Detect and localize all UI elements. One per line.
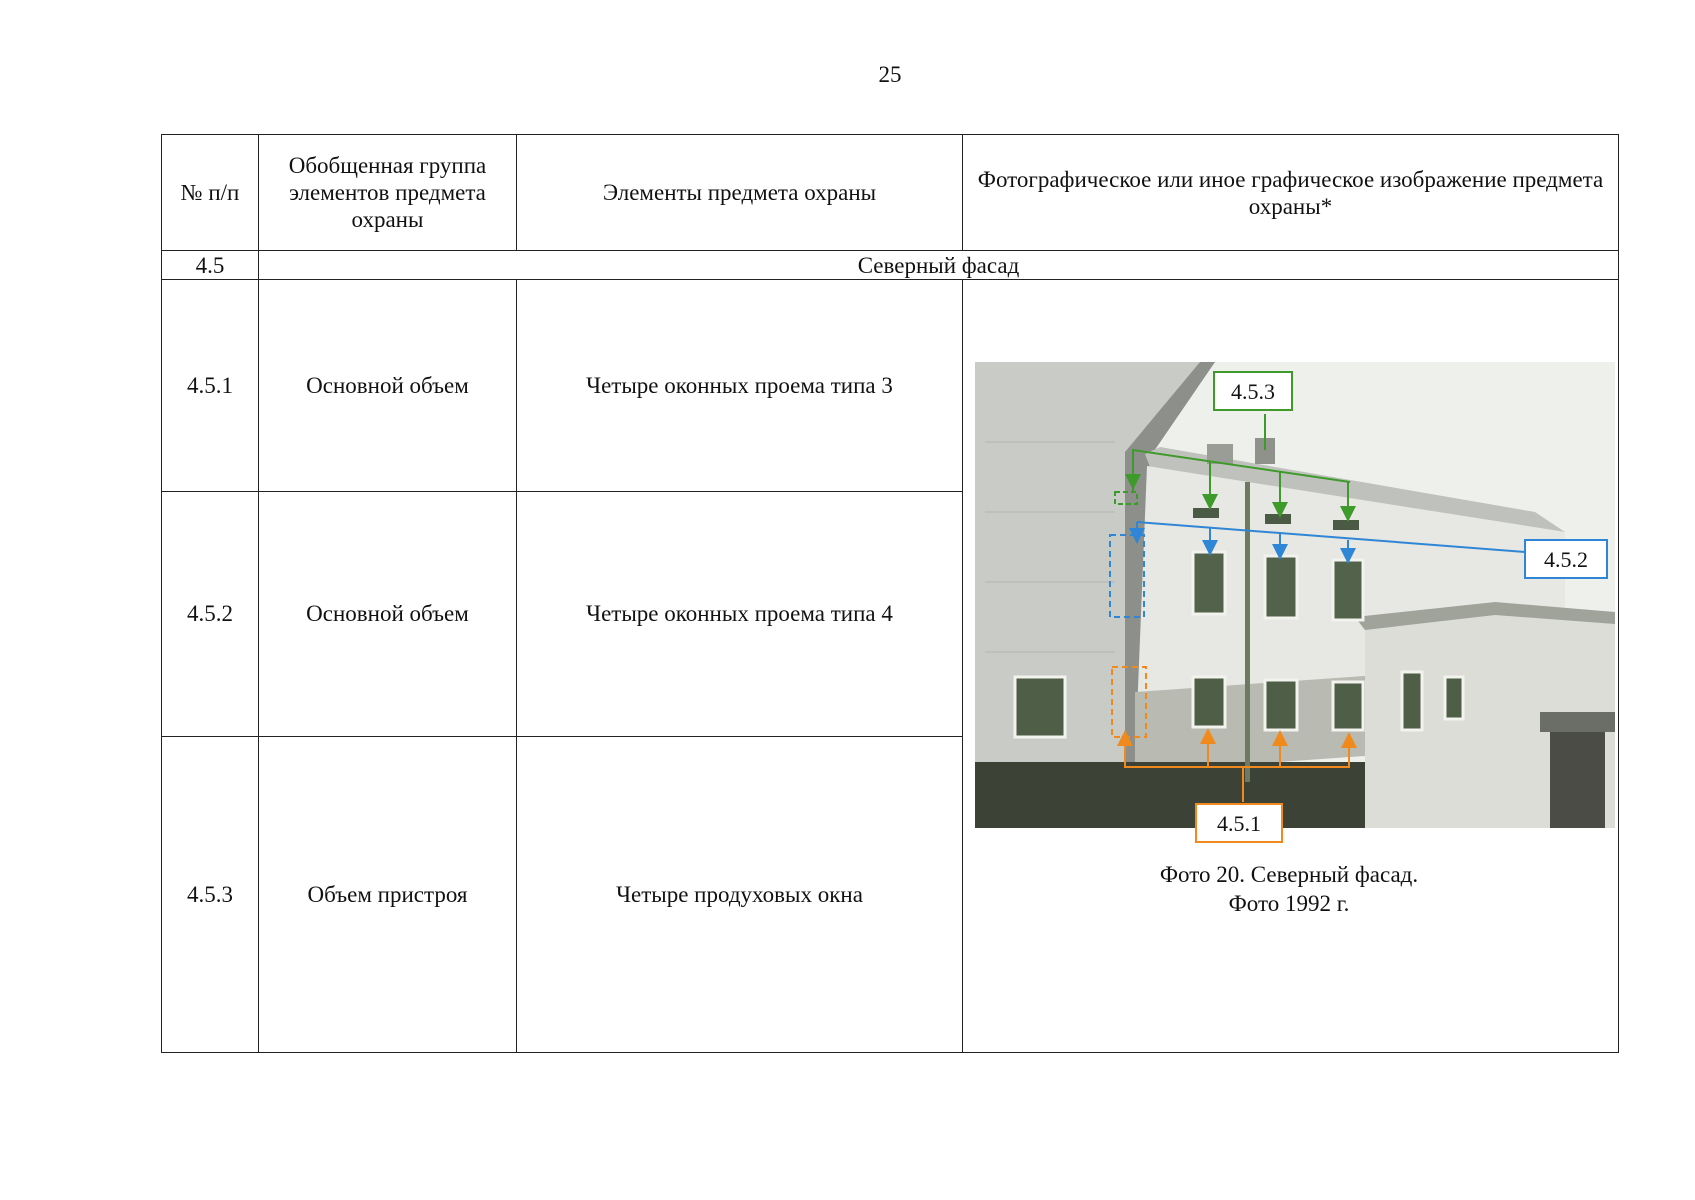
protection-table [161, 134, 1619, 1053]
callout-blue: 4.5.2 [1524, 539, 1608, 579]
row-group: Объем пристроя [259, 736, 517, 1052]
row-group: Основной объем [259, 280, 517, 492]
page-number: 25 [878, 62, 902, 87]
header-image: Фотографическое или иное графическое изображение предмета охраны* [963, 135, 1619, 251]
north-facade-photo [975, 362, 1615, 828]
section-number: 4.5 [162, 251, 259, 280]
header-row [162, 135, 1619, 251]
row-element: Четыре оконных проема типа 3 [517, 280, 963, 492]
photo-cell [963, 280, 1619, 1053]
header-group: Обобщенная группа элементов предмета охраны [259, 135, 517, 251]
callout-green: 4.5.3 [1213, 371, 1293, 411]
section-title: Северный фасад [259, 251, 1619, 280]
photo-caption [963, 860, 1615, 918]
table-row [162, 280, 1619, 492]
header-number: № п/п [162, 135, 259, 251]
row-number: 4.5.1 [162, 280, 259, 492]
header-elements: Элементы предмета охраны [517, 135, 963, 251]
caption-line-2: Фото 1992 г. [1228, 891, 1350, 916]
row-number: 4.5.2 [162, 492, 259, 736]
callout-orange: 4.5.1 [1195, 803, 1283, 843]
row-number: 4.5.3 [162, 736, 259, 1052]
caption-line-1: Фото 20. Северный фасад. [1159, 862, 1419, 887]
row-group: Основной объем [259, 492, 517, 736]
photo-figure [963, 280, 1623, 1052]
section-row [162, 251, 1619, 280]
row-element: Четыре оконных проема типа 4 [517, 492, 963, 736]
row-element: Четыре продуховых окна [517, 736, 963, 1052]
